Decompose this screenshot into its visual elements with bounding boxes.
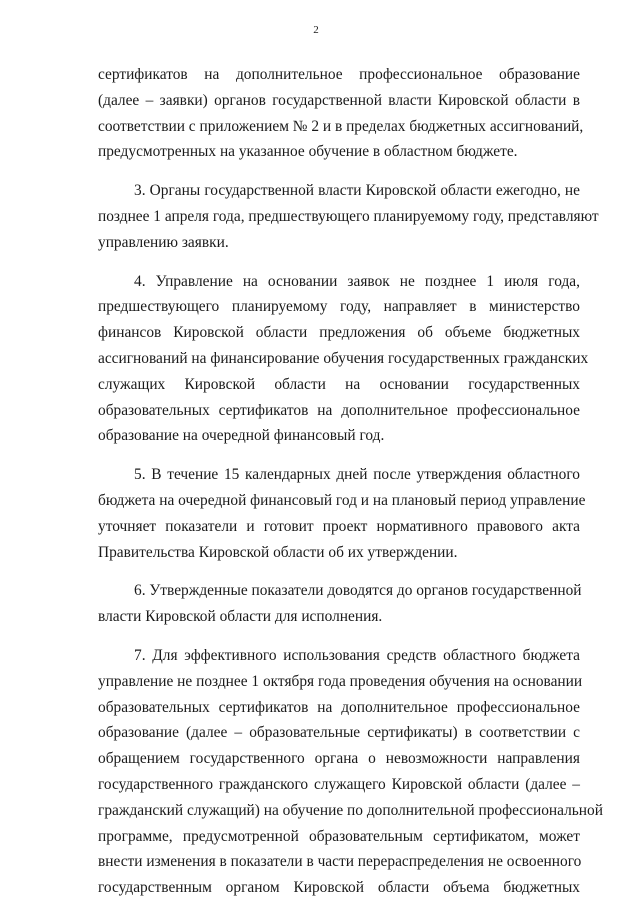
paragraph-4 (98, 269, 589, 450)
text-line: предшествующего планируемому году, направляет в министерство (98, 298, 580, 316)
paragraph-5 (98, 462, 586, 565)
text-line: образовательных сертификатов на дополнительное профессиональное (98, 401, 580, 419)
text-line: сертификатов на дополнительное профессиональное образование (98, 66, 580, 83)
text-line: государственным органом Кировской области объема бюджетных (98, 879, 580, 897)
text-line: служащих Кировской области на основании государственных (98, 375, 580, 393)
text-line: ассигнований на финансирование обучения государственных гражданских (98, 349, 589, 367)
text-line: образовательных сертификатов на дополнительное профессиональное (98, 698, 580, 716)
text-line: образование на очередной финансовый год. (98, 427, 385, 445)
text-line: (далее – заявки) органов государственной власти Кировской области в (98, 91, 580, 109)
text-line: государственного гражданского служащего Кировской области (далее – (98, 775, 580, 793)
text-line: 4. Управление на основании заявок не позднее 1 июля года, (134, 272, 580, 290)
text-line: Правительства Кировской области об их утверждении. (98, 543, 458, 561)
text-line: управление не позднее 1 октября года проведения обучения на основании (98, 672, 583, 690)
text-line: программе, предусмотренной образовательным сертификатом, может (98, 827, 580, 845)
text-line: позднее 1 апреля года, предшествующего планируемому году, представляют (98, 207, 599, 225)
paragraph-6 (98, 578, 580, 630)
text-line: гражданский служащий) на обучение по дополнительной профессиональной (98, 801, 603, 819)
text-line: финансов Кировской области предложения об объеме бюджетных (98, 324, 580, 342)
paragraph-7 (98, 643, 603, 901)
text-line: 3. Органы государственной власти Кировской области ежегодно, не (134, 182, 580, 200)
text-line: 5. В течение 15 календарных дней после утверждения областного (134, 466, 580, 484)
paragraph-continuation (98, 62, 584, 165)
paragraph-3 (98, 178, 599, 255)
text-line: управлению заявки. (98, 233, 229, 251)
text-line: 6. Утвержденные показатели доводятся до органов государственной (134, 582, 582, 600)
document-body (98, 62, 603, 914)
text-line: власти Кировской области для исполнения. (98, 608, 383, 626)
text-line: 7. Для эффективного использования средств областного бюджета (134, 646, 580, 664)
text-line: обращением государственного органа о невозможности направления (98, 750, 580, 768)
text-line: предусмотренных на указанное обучение в областном бюджете. (98, 143, 518, 161)
text-line: уточняет показатели и готовит проект нормативного правового акта (98, 517, 580, 535)
text-line: внести изменения в показатели в части перераспределения не освоенного (98, 853, 582, 871)
page-number: 2 (313, 24, 319, 36)
text-line: образование (далее – образовательные сертификаты) в соответствии с (98, 724, 580, 742)
text-line: соответствии с приложением № 2 и в пределах бюджетных ассигнований, (98, 117, 584, 135)
text-line: бюджета на очередной финансовый год и на плановый период управление (98, 491, 586, 509)
